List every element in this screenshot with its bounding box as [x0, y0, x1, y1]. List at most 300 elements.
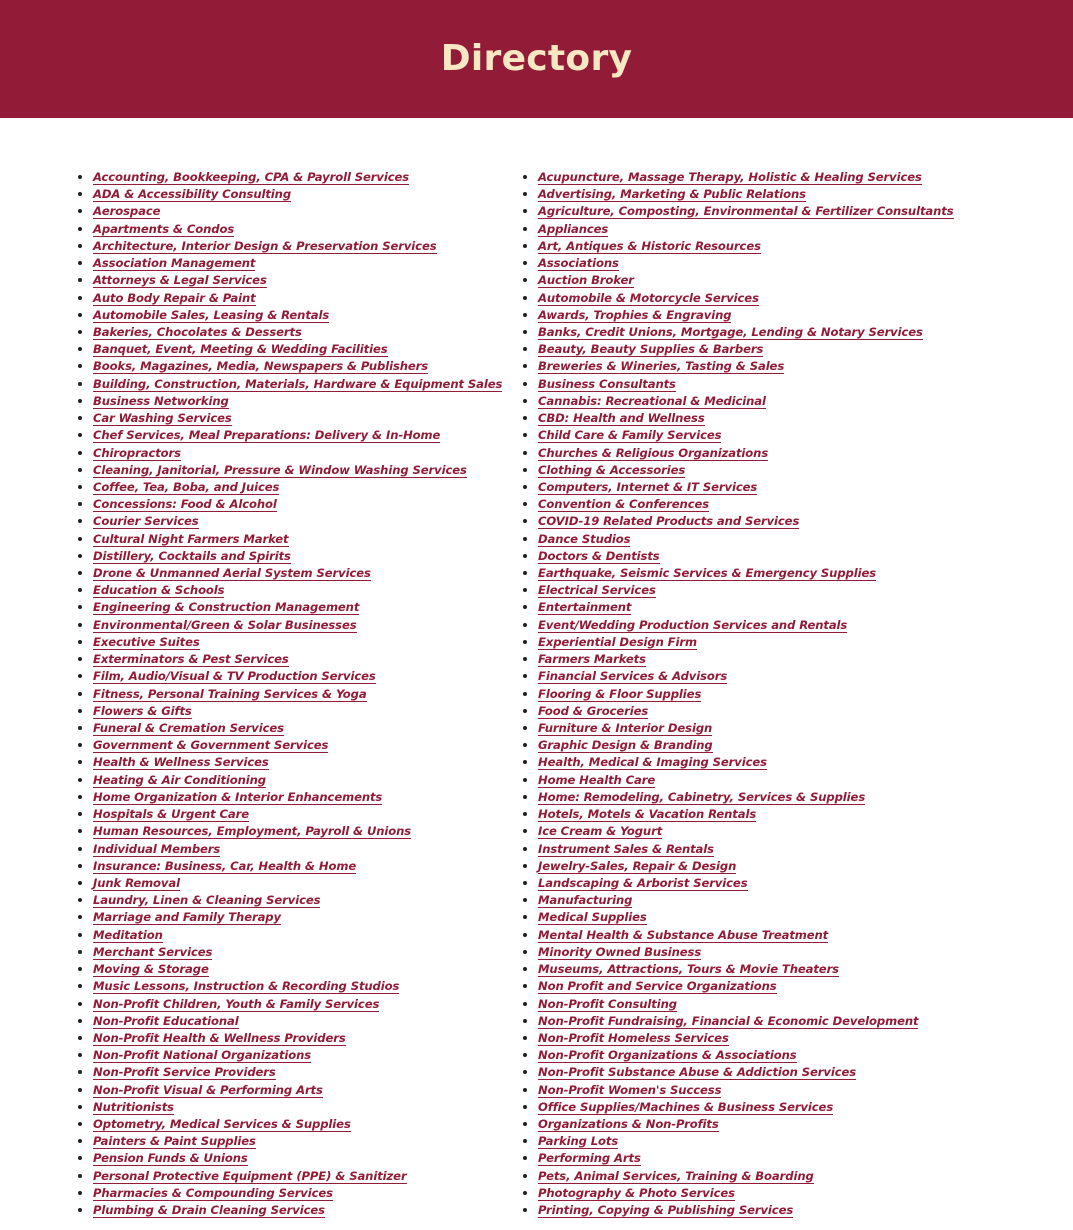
directory-item — [520, 857, 954, 874]
directory-category-link[interactable]: Banquet, Event, Meeting & Wedding Facilities — [93, 342, 388, 357]
directory-category-link[interactable]: Beauty, Beauty Supplies & Barbers — [538, 342, 764, 357]
bullet-icon — [523, 829, 527, 833]
directory-category-link[interactable]: Minority Owned Business — [538, 944, 702, 959]
directory-item — [520, 908, 954, 925]
directory-category-link[interactable]: Manufacturing — [538, 893, 633, 908]
directory-category-link[interactable]: Pharmacies & Compounding Services — [93, 1185, 333, 1200]
directory-category-link[interactable]: Non-Profit Substance Abuse & Addiction Services — [538, 1065, 857, 1080]
directory-category-link[interactable]: Car Washing Services — [93, 411, 232, 426]
directory-category-link[interactable]: Computers, Internet & IT Services — [538, 479, 758, 494]
directory-item — [520, 1063, 954, 1080]
directory-category-link[interactable]: Architecture, Interior Design & Preservation Services — [93, 238, 437, 253]
directory-category-link[interactable]: Pension Funds & Unions — [93, 1151, 248, 1166]
directory-item — [75, 1149, 502, 1166]
bullet-icon — [78, 743, 82, 747]
directory-category-link[interactable]: Auto Body Repair & Paint — [93, 290, 256, 305]
directory-category-link[interactable]: ADA & Accessibility Consulting — [93, 187, 292, 202]
directory-category-link[interactable]: Non-Profit Fundraising, Financial & Economic Development — [538, 1013, 919, 1028]
directory-category-link[interactable]: Home Health Care — [538, 772, 656, 787]
directory-item — [75, 1046, 502, 1063]
directory-category-link[interactable]: Earthquake, Seismic Services & Emergency Supplies — [538, 566, 877, 581]
directory-item — [75, 685, 502, 702]
directory-category-link[interactable]: Executive Suites — [93, 634, 200, 649]
directory-category-link[interactable]: Flowers & Gifts — [93, 703, 192, 718]
directory-category-link[interactable]: Automobile Sales, Leasing & Rentals — [93, 307, 330, 322]
directory-item — [75, 392, 502, 409]
directory-item — [75, 1098, 502, 1115]
directory-category-link[interactable]: Non-Profit Service Providers — [93, 1065, 276, 1080]
directory-category-link[interactable]: Acupuncture, Massage Therapy, Holistic & Healing Services — [538, 170, 922, 184]
directory-category-link[interactable]: Apartments & Condos — [93, 221, 235, 236]
bullet-icon — [78, 1036, 82, 1040]
bullet-icon — [523, 692, 527, 696]
bullet-icon — [78, 451, 82, 455]
bullet-icon — [78, 605, 82, 609]
directory-category-link[interactable]: Churches & Religious Organizations — [538, 445, 769, 460]
bullet-icon — [523, 261, 527, 265]
bullet-icon — [78, 588, 82, 592]
directory-category-link[interactable]: Moving & Storage — [93, 962, 209, 977]
directory-item — [520, 254, 954, 271]
bullet-icon — [523, 278, 527, 282]
bullet-icon — [78, 433, 82, 437]
bullet-icon — [523, 743, 527, 747]
directory-item — [75, 667, 502, 684]
directory-category-link[interactable]: Business Consultants — [538, 376, 676, 391]
directory-item — [75, 719, 502, 736]
page-title: Directory — [440, 37, 633, 79]
directory-item — [520, 650, 954, 667]
directory-category-link[interactable]: Hospitals & Urgent Care — [93, 807, 250, 822]
directory-category-link[interactable]: Environmental/Green & Solar Businesses — [93, 617, 357, 632]
directory-category-link[interactable]: Cannabis: Recreational & Medicinal — [538, 393, 766, 408]
directory-item — [520, 1167, 954, 1184]
directory-category-link[interactable]: Non-Profit Visual & Performing Arts — [93, 1082, 323, 1097]
bullet-icon — [78, 812, 82, 816]
directory-category-link[interactable]: Cultural Night Farmers Market — [93, 531, 289, 546]
directory-category-link[interactable]: Health, Medical & Imaging Services — [538, 755, 767, 770]
bullet-icon — [78, 261, 82, 265]
bullet-icon — [78, 778, 82, 782]
directory-category-link[interactable]: Business Networking — [93, 393, 229, 408]
directory-item — [75, 409, 502, 426]
directory-category-link[interactable]: Drone & Unmanned Aerial System Services — [93, 566, 371, 581]
bullet-icon — [523, 1139, 527, 1143]
bullet-icon — [78, 1156, 82, 1160]
directory-item — [75, 805, 502, 822]
bullet-icon — [78, 554, 82, 558]
bullet-icon — [78, 1053, 82, 1057]
directory-category-link[interactable]: Instrument Sales & Rentals — [538, 841, 714, 856]
bullet-icon — [523, 795, 527, 799]
directory-category-link[interactable]: Mental Health & Substance Abuse Treatment — [538, 927, 829, 942]
directory-item — [75, 271, 502, 288]
directory-category-link[interactable]: Awards, Trophies & Engraving — [538, 307, 732, 322]
directory-item — [75, 1063, 502, 1080]
bullet-icon — [523, 898, 527, 902]
directory-category-link[interactable]: COVID-19 Related Products and Services — [538, 514, 800, 529]
bullet-icon — [523, 1019, 527, 1023]
directory-category-link[interactable]: Government & Government Services — [93, 738, 329, 753]
directory-item — [75, 202, 502, 219]
bullet-icon — [523, 192, 527, 196]
directory-category-link[interactable]: Event/Wedding Production Services and Rentals — [538, 617, 848, 632]
directory-item — [520, 271, 954, 288]
bullet-icon — [523, 244, 527, 248]
directory-category-link[interactable]: Plumbing & Drain Cleaning Services — [93, 1203, 325, 1218]
directory-item — [75, 185, 502, 202]
directory-category-link[interactable]: Non Profit and Service Organizations — [538, 979, 777, 994]
bullet-icon — [78, 709, 82, 713]
bullet-icon — [523, 296, 527, 300]
directory-item — [75, 771, 502, 788]
directory-category-link[interactable]: Pets, Animal Services, Training & Boarding — [538, 1168, 814, 1183]
directory-item — [75, 736, 502, 753]
bullet-icon — [78, 1174, 82, 1178]
directory-category-link[interactable]: Organizations & Non-Profits — [538, 1117, 719, 1132]
directory-category-link[interactable]: Books, Magazines, Media, Newspapers & Publishers — [93, 359, 429, 374]
directory-item — [75, 512, 502, 529]
directory-item — [520, 1029, 954, 1046]
directory-item — [75, 995, 502, 1012]
directory-category-link[interactable]: Associations — [538, 256, 619, 271]
directory-category-link[interactable]: Appliances — [538, 221, 609, 236]
directory-category-link[interactable]: Landscaping & Arborist Services — [538, 875, 748, 890]
directory-item — [520, 220, 954, 237]
bullet-icon — [78, 881, 82, 885]
directory-item — [520, 530, 954, 547]
directory-item — [75, 857, 502, 874]
bullet-icon — [78, 950, 82, 954]
bullet-icon — [78, 967, 82, 971]
directory-category-link[interactable]: Concessions: Food & Alcohol — [93, 497, 277, 512]
directory-category-link[interactable]: Non-Profit Educational — [93, 1013, 239, 1028]
directory-item — [75, 495, 502, 512]
directory-category-link[interactable]: Child Care & Family Services — [538, 428, 722, 443]
bullet-icon — [78, 984, 82, 988]
bullet-icon — [78, 227, 82, 231]
bullet-icon — [523, 1174, 527, 1178]
directory-item — [520, 736, 954, 753]
directory-category-link[interactable]: Office Supplies/Machines & Business Services — [538, 1099, 834, 1114]
directory-item — [520, 581, 954, 598]
directory-category-link[interactable]: Music Lessons, Instruction & Recording Studios — [93, 979, 400, 994]
directory-category-link[interactable]: Jewelry-Sales, Repair & Design — [538, 858, 737, 873]
bullet-icon — [78, 382, 82, 386]
bullet-icon — [523, 416, 527, 420]
directory-item — [520, 616, 954, 633]
directory-item — [75, 444, 502, 461]
directory-item — [75, 340, 502, 357]
directory-item — [520, 805, 954, 822]
directory-item — [75, 375, 502, 392]
directory-category-link[interactable]: Heating & Air Conditioning — [93, 772, 267, 787]
directory-item — [520, 185, 954, 202]
directory-item — [75, 426, 502, 443]
directory-category-link[interactable]: Human Resources, Employment, Payroll & Unions — [93, 824, 412, 839]
bullet-icon — [78, 296, 82, 300]
directory-item — [520, 306, 954, 323]
directory-item — [520, 719, 954, 736]
bullet-icon — [78, 657, 82, 661]
directory-category-link[interactable]: Film, Audio/Visual & TV Production Services — [93, 669, 376, 684]
bullet-icon — [78, 933, 82, 937]
bullet-icon — [78, 692, 82, 696]
directory-category-link[interactable]: Non-Profit National Organizations — [93, 1048, 312, 1063]
directory-category-link[interactable]: Graphic Design & Branding — [538, 738, 713, 753]
bullet-icon — [523, 313, 527, 317]
bullet-icon — [78, 1191, 82, 1195]
directory-category-link[interactable]: Laundry, Linen & Cleaning Services — [93, 893, 321, 908]
directory-item — [520, 995, 954, 1012]
directory-category-link[interactable]: Non-Profit Health & Wellness Providers — [93, 1030, 346, 1045]
directory-item — [75, 874, 502, 891]
bullet-icon — [523, 588, 527, 592]
directory-category-link[interactable]: Convention & Conferences — [538, 497, 710, 512]
directory-item — [75, 908, 502, 925]
bullet-icon — [523, 1122, 527, 1126]
directory-item — [520, 702, 954, 719]
directory-item — [520, 340, 954, 357]
directory-category-link[interactable]: Museums, Attractions, Tours & Movie Theaters — [538, 962, 839, 977]
directory-item — [520, 943, 954, 960]
bullet-icon — [78, 485, 82, 489]
directory-item — [520, 1201, 954, 1218]
directory-item — [520, 237, 954, 254]
directory-item — [75, 168, 502, 185]
directory-item — [75, 891, 502, 908]
bullet-icon — [78, 1002, 82, 1006]
directory-item — [75, 926, 502, 943]
directory-category-link[interactable]: Performing Arts — [538, 1151, 641, 1166]
directory-category-link[interactable]: Chiropractors — [93, 445, 181, 460]
directory-category-link[interactable]: Furniture & Interior Design — [538, 721, 713, 735]
directory-item — [75, 237, 502, 254]
directory-item — [520, 960, 954, 977]
directory-item — [520, 840, 954, 857]
directory-category-link[interactable]: Art, Antiques & Historic Resources — [538, 238, 761, 253]
directory-category-link[interactable]: Medical Supplies — [538, 910, 647, 925]
directory-category-link[interactable]: Home Organization & Interior Enhancements — [93, 789, 383, 804]
directory-category-link[interactable]: Association Management — [93, 256, 256, 271]
bullet-icon — [523, 674, 527, 678]
directory-item — [520, 633, 954, 650]
directory-item — [520, 289, 954, 306]
directory-item — [75, 530, 502, 547]
directory-category-link[interactable]: CBD: Health and Wellness — [538, 411, 705, 426]
directory-category-link[interactable]: Individual Members — [93, 841, 221, 856]
directory-category-link[interactable]: Banks, Credit Unions, Mortgage, Lending & Notary Services — [538, 324, 923, 339]
directory-category-link[interactable]: Flooring & Floor Supplies — [538, 686, 702, 701]
directory-category-link[interactable]: Bakeries, Chocolates & Desserts — [93, 324, 302, 339]
directory-item — [520, 426, 954, 443]
directory-category-link[interactable]: Funeral & Cremation Services — [93, 721, 284, 735]
bullet-icon — [523, 950, 527, 954]
directory-category-link[interactable]: Non-Profit Homeless Services — [538, 1030, 729, 1045]
bullet-icon — [78, 502, 82, 506]
directory-category-link[interactable]: Farmers Markets — [538, 652, 646, 667]
bullet-icon — [523, 537, 527, 541]
bullet-icon — [78, 364, 82, 368]
directory-list-right — [520, 168, 954, 1218]
directory-category-link[interactable]: Parking Lots — [538, 1134, 619, 1149]
directory-category-link[interactable]: Doctors & Dentists — [538, 548, 660, 563]
directory-item — [75, 1012, 502, 1029]
directory-category-link[interactable]: Clothing & Accessories — [538, 462, 686, 477]
directory-item — [75, 616, 502, 633]
directory-category-link[interactable]: Optometry, Medical Services & Supplies — [93, 1117, 351, 1132]
directory-item — [75, 822, 502, 839]
directory-item — [520, 926, 954, 943]
directory-item — [75, 753, 502, 770]
directory-category-link[interactable]: Non-Profit Children, Youth & Family Services — [93, 996, 380, 1011]
directory-category-link[interactable]: Distillery, Cocktails and Spirits — [93, 548, 291, 563]
directory-item — [520, 392, 954, 409]
directory-item — [520, 375, 954, 392]
bullet-icon — [78, 915, 82, 919]
directory-category-link[interactable]: Financial Services & Advisors — [538, 669, 728, 684]
directory-item — [520, 1184, 954, 1201]
bullet-icon — [78, 1139, 82, 1143]
directory-item — [75, 977, 502, 994]
directory-category-link[interactable]: Electrical Services — [538, 583, 656, 598]
page-header — [0, 0, 1073, 118]
bullet-icon — [78, 347, 82, 351]
bullet-icon — [523, 864, 527, 868]
bullet-icon — [523, 640, 527, 644]
bullet-icon — [78, 468, 82, 472]
directory-item — [520, 822, 954, 839]
directory-category-link[interactable]: Education & Schools — [93, 583, 225, 598]
directory-category-link[interactable]: Insurance: Business, Car, Health & Home — [93, 858, 357, 873]
directory-category-link[interactable]: Fitness, Personal Training Services & Yoga — [93, 686, 367, 701]
directory-category-link[interactable]: Entertainment — [538, 600, 632, 615]
directory-category-link[interactable]: Non-Profit Consulting — [538, 996, 677, 1011]
directory-item — [75, 289, 502, 306]
bullet-icon — [78, 847, 82, 851]
directory-category-link[interactable]: Printing, Copying & Publishing Services — [538, 1203, 794, 1218]
directory-category-link[interactable]: Hotels, Motels & Vacation Rentals — [538, 807, 757, 822]
directory-category-link[interactable]: Accounting, Bookkeeping, CPA & Payroll Services — [93, 170, 410, 184]
directory-category-link[interactable]: Photography & Photo Services — [538, 1185, 735, 1200]
bullet-icon — [523, 623, 527, 627]
directory-category-link[interactable]: Non-Profit Organizations & Associations — [538, 1048, 797, 1063]
directory-item — [75, 702, 502, 719]
bullet-icon — [523, 1156, 527, 1160]
directory-category-link[interactable]: Exterminators & Pest Services — [93, 652, 289, 667]
directory-item — [520, 461, 954, 478]
bullet-icon — [523, 1208, 527, 1212]
directory-item — [520, 323, 954, 340]
directory-category-link[interactable]: Personal Protective Equipment (PPE) & Sanitizer — [93, 1168, 407, 1183]
directory-item — [520, 788, 954, 805]
directory-item — [75, 1184, 502, 1201]
directory-category-link[interactable]: Junk Removal — [93, 875, 180, 890]
directory-category-link[interactable]: Auction Broker — [538, 273, 634, 288]
directory-category-link[interactable]: Coffee, Tea, Boba, and Juices — [93, 479, 280, 494]
directory-category-link[interactable]: Ice Cream & Yogurt — [538, 824, 663, 839]
directory-item — [520, 202, 954, 219]
directory-category-link[interactable]: Automobile & Motorcycle Services — [538, 290, 759, 305]
directory-item — [520, 495, 954, 512]
directory-item — [520, 547, 954, 564]
bullet-icon — [523, 1036, 527, 1040]
directory-item — [520, 753, 954, 770]
bullet-icon — [523, 554, 527, 558]
directory-item — [75, 1167, 502, 1184]
directory-category-link[interactable]: Meditation — [93, 927, 163, 942]
bullet-icon — [78, 244, 82, 248]
directory-category-link[interactable]: Non-Profit Women's Success — [538, 1082, 722, 1097]
directory-item — [520, 685, 954, 702]
bullet-icon — [523, 915, 527, 919]
directory-category-link[interactable]: Aerospace — [93, 204, 161, 219]
bullet-icon — [78, 674, 82, 678]
directory-category-link[interactable]: Cleaning, Janitorial, Pressure & Window Washing Services — [93, 462, 467, 477]
directory-category-link[interactable]: Dance Studios — [538, 531, 631, 546]
directory-category-link[interactable]: Experiential Design Firm — [538, 634, 697, 649]
directory-category-link[interactable]: Marriage and Family Therapy — [93, 910, 281, 925]
directory-category-link[interactable]: Agriculture, Composting, Environmental & Fertilizer Consultants — [538, 204, 954, 219]
bullet-icon — [523, 330, 527, 334]
directory-item — [75, 306, 502, 323]
bullet-icon — [523, 382, 527, 386]
bullet-icon — [78, 1105, 82, 1109]
bullet-icon — [78, 313, 82, 317]
directory-item — [75, 323, 502, 340]
bullet-icon — [523, 227, 527, 231]
directory-category-link[interactable]: Attorneys & Legal Services — [93, 273, 267, 288]
directory-item — [520, 1046, 954, 1063]
directory-category-link[interactable]: Health & Wellness Services — [93, 755, 269, 770]
directory-list-left — [75, 168, 502, 1218]
bullet-icon — [523, 1070, 527, 1074]
directory-item — [75, 478, 502, 495]
directory-category-link[interactable]: Merchant Services — [93, 944, 213, 959]
directory-category-link[interactable]: Advertising, Marketing & Public Relations — [538, 187, 806, 202]
directory-item — [520, 512, 954, 529]
directory-category-link[interactable]: Engineering & Construction Management — [93, 600, 360, 615]
directory-category-link[interactable]: Courier Services — [93, 514, 199, 529]
directory-item — [520, 1081, 954, 1098]
directory-category-link[interactable]: Breweries & Wineries, Tasting & Sales — [538, 359, 785, 374]
bullet-icon — [523, 812, 527, 816]
directory-category-link[interactable]: Nutritionists — [93, 1099, 174, 1114]
directory-category-link[interactable]: Painters & Paint Supplies — [93, 1134, 256, 1149]
directory-item — [520, 1132, 954, 1149]
bullet-icon — [523, 760, 527, 764]
bullet-icon — [78, 1088, 82, 1092]
bullet-icon — [523, 778, 527, 782]
bullet-icon — [523, 468, 527, 472]
directory-item — [520, 667, 954, 684]
bullet-icon — [78, 864, 82, 868]
directory-category-link[interactable]: Chef Services, Meal Preparations: Delivery & In-Home — [93, 428, 441, 443]
directory-item — [75, 254, 502, 271]
directory-item — [520, 598, 954, 615]
directory-item — [520, 771, 954, 788]
bullet-icon — [523, 967, 527, 971]
bullet-icon — [78, 537, 82, 541]
directory-item — [520, 564, 954, 581]
directory-item — [75, 461, 502, 478]
directory-category-link[interactable]: Food & Groceries — [538, 703, 649, 718]
directory-category-link[interactable]: Building, Construction, Materials, Hardware & Equipment Sales — [93, 376, 503, 391]
directory-item — [520, 891, 954, 908]
directory-item — [75, 650, 502, 667]
directory-category-link[interactable]: Home: Remodeling, Cabinetry, Services & Supplies — [538, 789, 866, 804]
bullet-icon — [78, 1208, 82, 1212]
